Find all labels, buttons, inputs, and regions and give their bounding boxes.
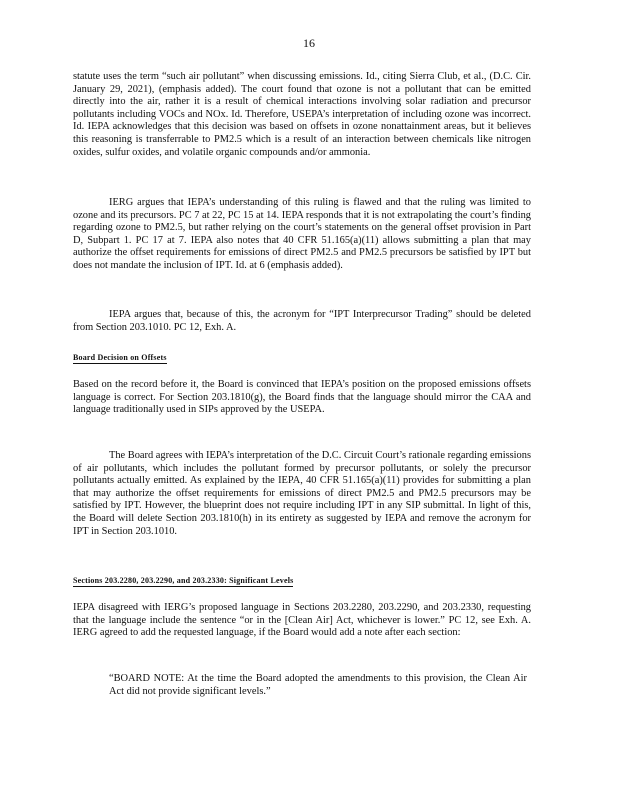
page-number: 16 — [303, 36, 315, 50]
heading-significant-levels: Sections 203.2280, 203.2290, and 203.2330: Significant Levels — [73, 576, 294, 585]
paragraph-board-agrees — [73, 450, 531, 538]
paragraph-ozone-court-ruling — [73, 71, 531, 159]
paragraph-text: Based on the record before it, the Board is convinced that IEPA’s position on the proposed emissions offsets language is correct. For Section 203.1810(g), the Board finds that the language should mirror the CAA and language traditionally used in SIPs approved by the USEPA. — [73, 379, 531, 416]
board-note-quote: “BOARD NOTE: At the time the Board adopted the amendments to this provision, the Clean Air Act did not provide significant levels.” — [109, 673, 527, 697]
paragraph-text: IEPA disagreed with IERG’s proposed language in Sections 203.2280, 203.2290, and 203.2330, requesting that the language include the sentence “or in the [Clean Air] Act, whichever is lower.” PC 12, see Exh. A. IERG agreed to add the requested language, if the Board would add a note after each section: — [73, 602, 531, 639]
paragraph-ierg-argument — [73, 197, 531, 273]
paragraph-text: statute uses the term “such air pollutant” when discussing emissions. Id., citing Sierra Club, et al., (D.C. Cir. January 29, 2021), (emphasis added). The court found that ozone is not a pollutant that can be emitted directly into the air, rather it is a result of chemical interactions involving solar radiation and precursor pollutants including VOCs and NOx. Id. Therefore, USEPA’s interpretation of including ozone was incorrect. Id. IEPA acknowledges that this decision was based on offsets in ozone nonattainment areas, but it believes this reasoning is transferrable to PM2.5 which is a result of an interaction between chemicals like nitrogen oxides, sulfur oxides, and volatile organic compounds and/or ammonia. — [73, 71, 531, 158]
paragraph-text: The Board agrees with IEPA’s interpretation of the D.C. Circuit Court’s rationale regarding emissions of air pollutants, which includes the pollutant formed by precursor pollutants, or solely the precursor pollutants actually emitted. As explained by the IEPA, 40 CFR 51.165(a)(11) provides for submitting a plan that may authorize the offset requirements for emissions of direct PM2.5 and PM2.5 precursors may be satisfied by IPT. However, the blueprint does not require including IPT in any SIP submittal. In light of this, the Board will delete Section 203.1810(h) in its entirety as suggested by IEPA and remove the acronym for IPT in Section 203.1010. — [73, 450, 531, 537]
heading-board-decision-offsets: Board Decision on Offsets — [73, 353, 167, 362]
paragraph-board-convinced — [73, 379, 531, 417]
paragraph-acronym-deletion — [73, 309, 531, 334]
paragraph-text: IEPA argues that, because of this, the acronym for “IPT Interprecursor Trading” should be deleted from Section 203.1010. PC 12, Exh. A. — [73, 309, 531, 333]
paragraph-text: IERG argues that IEPA’s understanding of this ruling is flawed and that the ruling was limited to ozone and its precursors. PC 7 at 22, PC 15 at 14. IEPA responds that it is not extrapolating the court’s finding regarding ozone to PM2.5, but rather relying on the court’s statements on the general offset provision in Part D, Subpart 1. PC 17 at 7. IEPA also notes that 40 CFR 51.165(a)(11) allows submitting a plan that may authorize the offset requirements for emissions of direct PM2.5 and PM2.5 precursors be satisfied by IPT but does not mandate the inclusion of IPT. Id. at 6 (emphasis added). — [73, 197, 531, 271]
paragraph-iepa-disagreed — [73, 602, 531, 640]
